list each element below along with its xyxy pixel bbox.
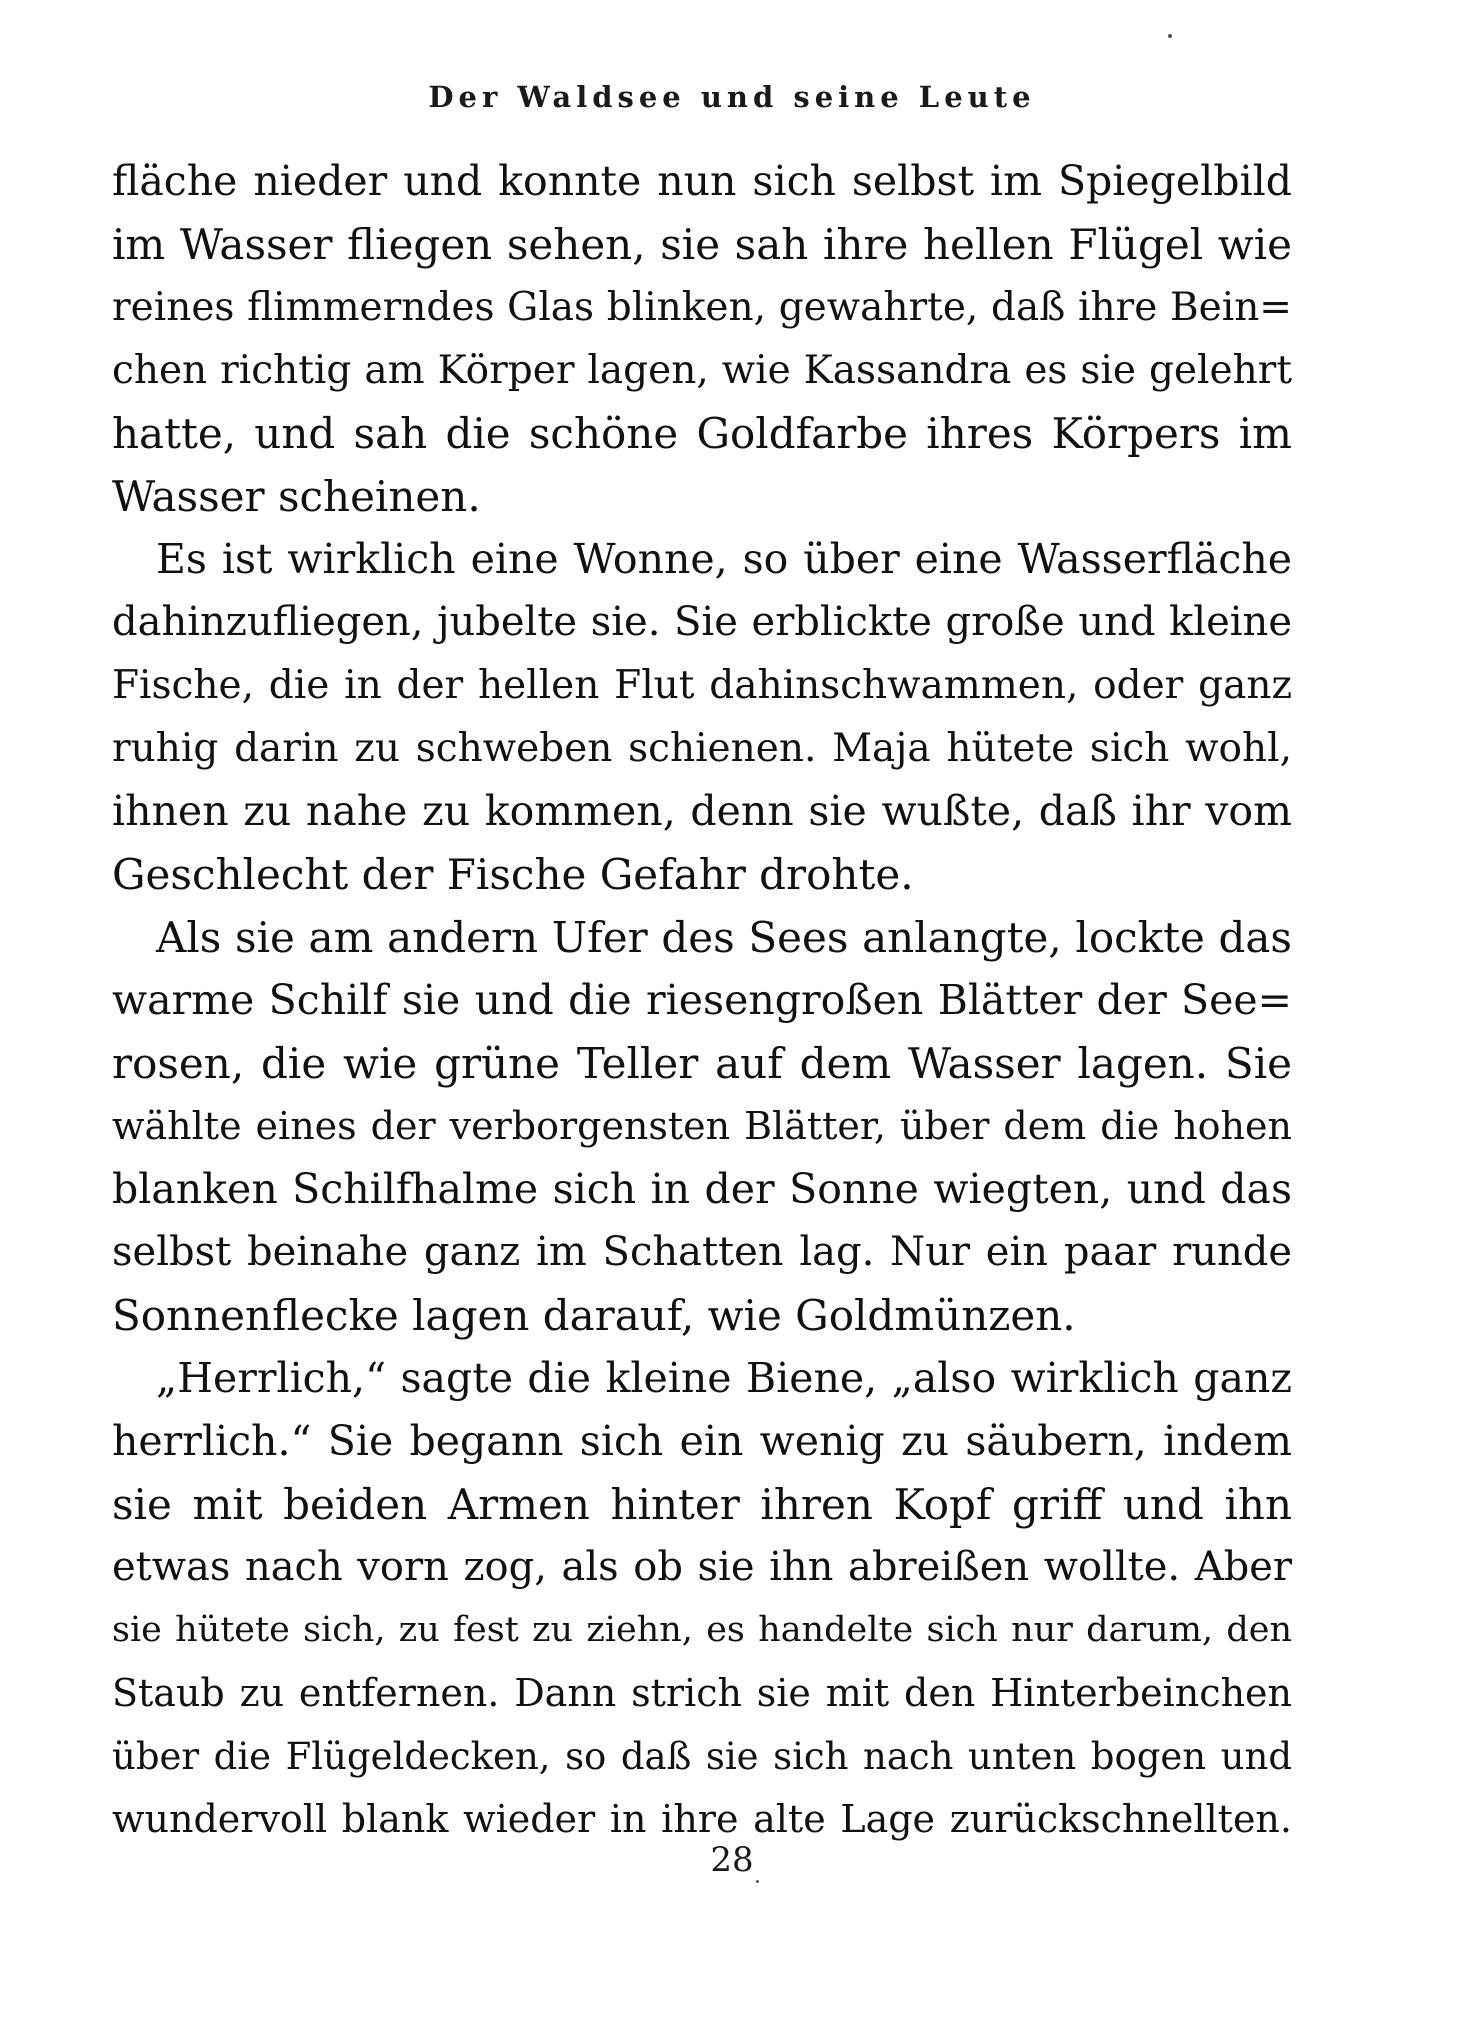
text-line: „Herrlich,“ sagte die kleine Biene, „also wirklich ganz: [156, 1354, 1292, 1402]
text-line: ihnen zu nahe zu kommen, denn sie wußte, daß ihr vom: [112, 787, 1292, 835]
text-line: reines flimmerndes Glas blinken, gewahrte, daß ihre Bein=: [112, 285, 1292, 330]
body-text: [112, 150, 1292, 1851]
text-line: im Wasser fliegen sehen, sie sah ihre hellen Flügel wie: [112, 220, 1292, 269]
text-line: hatte, und sah die schöne Goldfarbe ihres Körpers im: [112, 409, 1292, 458]
text-line: Es ist wirklich eine Wonne, so über eine Wasserfläche: [156, 535, 1292, 583]
text-line: Geschlecht der Fische Gefahr drohte.: [112, 850, 914, 899]
text-line: sie hütete sich, zu fest zu ziehn, es handelte sich nur darum, den: [112, 1610, 1292, 1650]
print-speck: [756, 1880, 759, 1883]
text-line: herrlich.“ Sie begann sich ein wenig zu säubern, indem: [112, 1417, 1292, 1465]
text-line: wählte eines der verborgensten Blätter, über dem die hohen: [112, 1104, 1292, 1148]
text-line: Wasser scheinen.: [112, 472, 481, 521]
text-line: warme Schilf sie und die riesengroßen Blätter der See=: [112, 976, 1292, 1024]
text-line: blanken Schilfhalme sich in der Sonne wiegten, und das: [112, 1165, 1292, 1213]
text-line: selbst beinahe ganz im Schatten lag. Nur ein paar runde: [112, 1229, 1292, 1275]
text-line: dahinzufliegen, jubelte sie. Sie erblickte große und kleine: [112, 599, 1292, 645]
text-line: über die Flügeldecken, so daß sie sich nach unten bogen und: [112, 1735, 1292, 1778]
print-speck: [1168, 34, 1172, 38]
text-line: ruhig darin zu schweben schienen. Maja hütete sich wohl,: [112, 726, 1292, 771]
text-line: Sonnenflecke lagen darauf, wie Goldmünzen.: [112, 1291, 1076, 1340]
page-number: 28: [710, 1840, 754, 1880]
text-line: chen richtig am Körper lagen, wie Kassandra es sie gelehrt: [112, 348, 1292, 393]
running-head: Der Waldsee und seine Leute: [428, 80, 1036, 114]
text-line: Als sie am andern Ufer des Sees anlangte, lockte das: [156, 913, 1292, 962]
text-line: fläche nieder und konnte nun sich selbst im Spiegelbild: [112, 157, 1292, 205]
text-line: rosen, die wie grüne Teller auf dem Wasser lagen. Sie: [112, 1039, 1292, 1088]
text-line: sie mit beiden Armen hinter ihren Kopf griff und ihn: [112, 1480, 1292, 1529]
text-line: wundervoll blank wieder in ihre alte Lage zurückschnellten.: [112, 1797, 1292, 1841]
text-line: Fische, die in der hellen Flut dahinschwammen, oder ganz: [112, 663, 1292, 708]
text-line: etwas nach vorn zog, als ob sie ihn abreißen wollte. Aber: [112, 1544, 1292, 1590]
text-line: Staub zu entfernen. Dann strich sie mit den Hinterbeinchen: [112, 1671, 1292, 1715]
